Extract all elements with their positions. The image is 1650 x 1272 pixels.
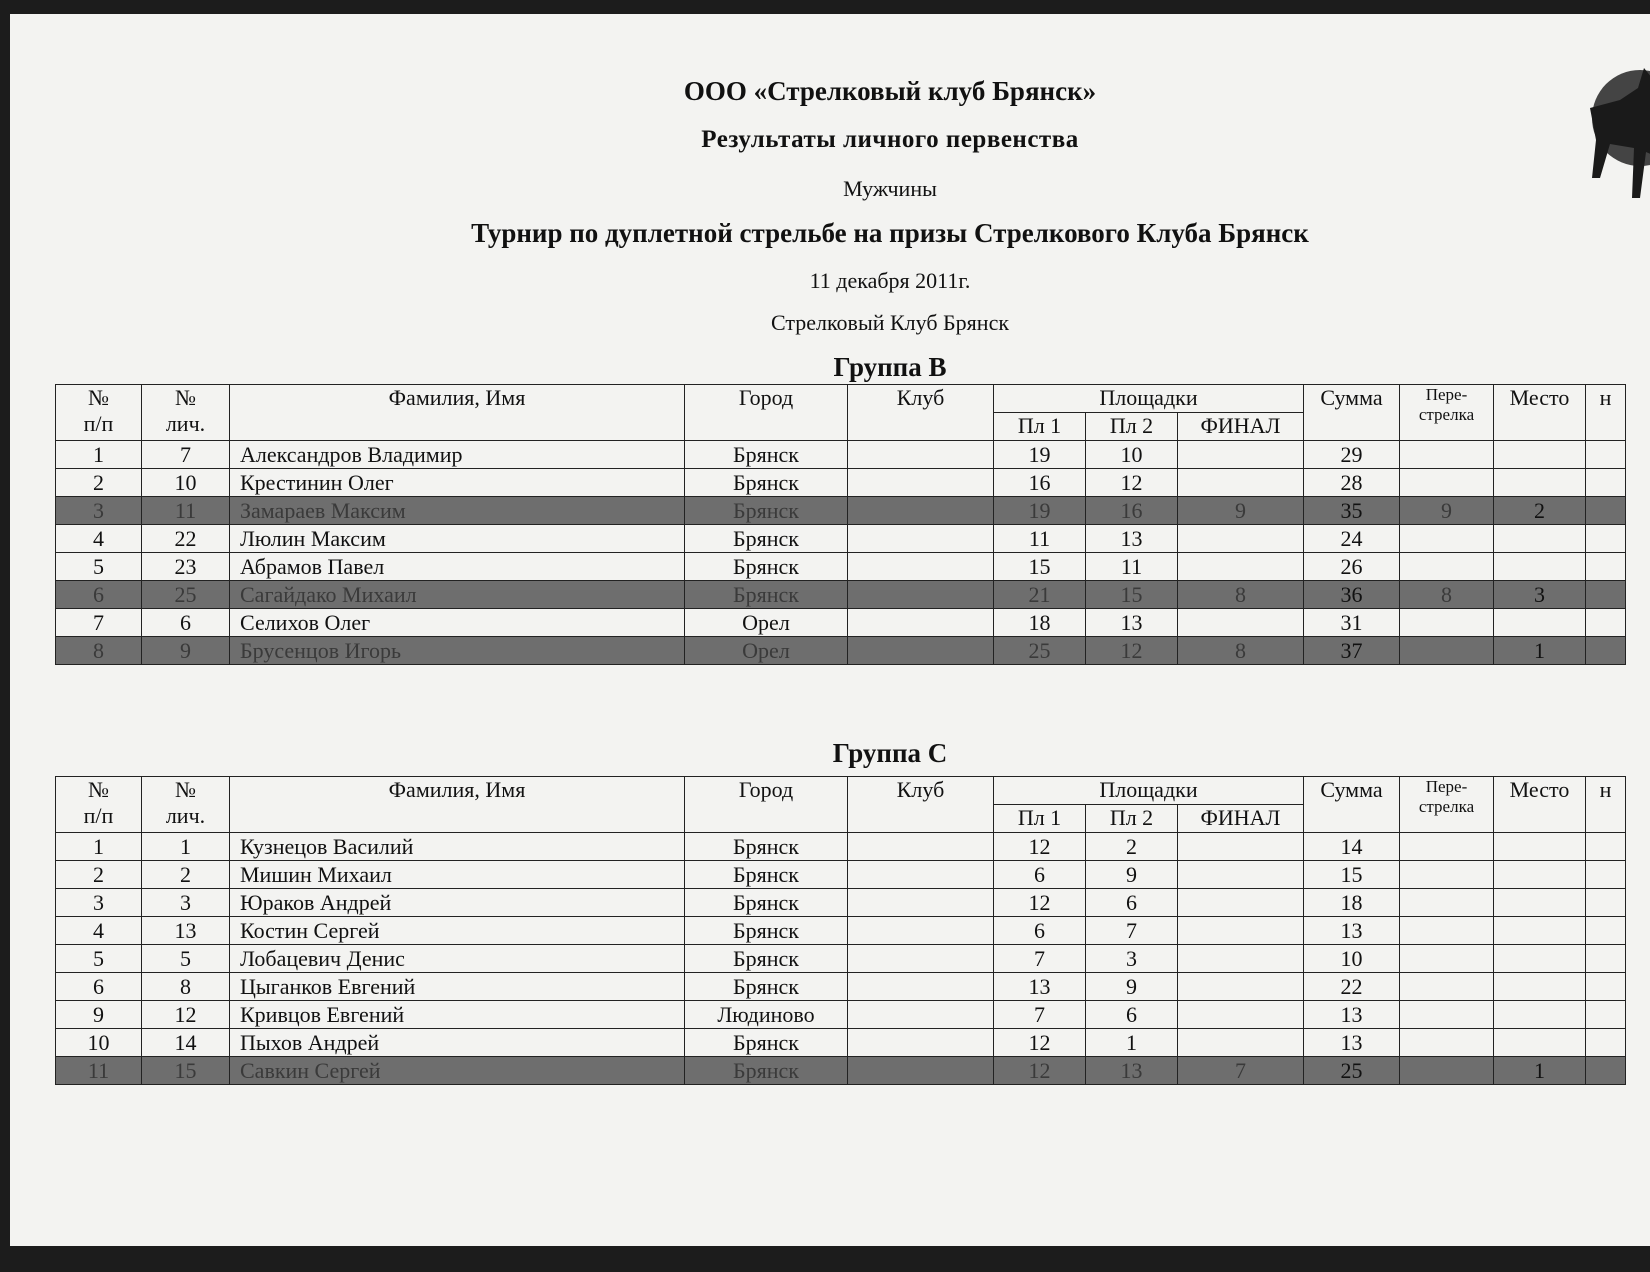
col-header-sum: Сумма xyxy=(1304,777,1400,833)
table-row xyxy=(56,497,1626,525)
cell-number: 9 xyxy=(56,1001,142,1029)
header-line: Пере- xyxy=(1425,777,1468,796)
cell-name: Пыхов Андрей xyxy=(230,1029,685,1057)
header-line: № xyxy=(88,385,109,410)
cell-club xyxy=(848,889,994,917)
cell-shootoff: 9 xyxy=(1400,497,1494,525)
cell-name: Александров Владимир xyxy=(230,441,685,469)
col-header-club: Клуб xyxy=(848,777,994,833)
header-line: № xyxy=(175,385,196,410)
cell-club xyxy=(848,469,994,497)
gender-label: Мужчины xyxy=(843,176,937,201)
col-header-final: ФИНАЛ xyxy=(1178,805,1304,833)
table-row xyxy=(56,945,1626,973)
cell-name: Юраков Андрей xyxy=(230,889,685,917)
cell-name: Сагайдако Михаил xyxy=(230,581,685,609)
header-line: п/п xyxy=(83,411,114,436)
group-c-title: Группа С xyxy=(832,738,948,768)
cell-city: Брянск xyxy=(685,581,848,609)
cell-pl2: 15 xyxy=(1086,581,1178,609)
cell-city: Брянск xyxy=(685,441,848,469)
cell-city: Орел xyxy=(685,609,848,637)
cell-extra xyxy=(1586,945,1626,973)
cell-number: 2 xyxy=(56,469,142,497)
cell-shootoff xyxy=(1400,861,1494,889)
cell-license: 11 xyxy=(142,497,230,525)
cell-pl1: 16 xyxy=(994,469,1086,497)
cell-pl2: 13 xyxy=(1086,1057,1178,1085)
cell-shootoff xyxy=(1400,441,1494,469)
cell-rank: 1 xyxy=(1494,637,1586,665)
cell-rank xyxy=(1494,889,1586,917)
cell-rank xyxy=(1494,609,1586,637)
cell-license: 23 xyxy=(142,553,230,581)
cell-club xyxy=(848,637,994,665)
col-header-pl1: Пл 1 xyxy=(994,413,1086,441)
cell-pl1: 12 xyxy=(994,833,1086,861)
cell-license: 12 xyxy=(142,1001,230,1029)
col-header-name: Фамилия, Имя xyxy=(230,385,685,441)
col-header-pl2: Пл 2 xyxy=(1086,805,1178,833)
col-header-sum: Сумма xyxy=(1304,385,1400,441)
cell-club xyxy=(848,497,994,525)
cell-name: Селихов Олег xyxy=(230,609,685,637)
cell-club xyxy=(848,917,994,945)
cell-final xyxy=(1178,917,1304,945)
cell-license: 5 xyxy=(142,945,230,973)
table-row xyxy=(56,973,1626,1001)
cell-name: Мишин Михаил xyxy=(230,861,685,889)
cell-final xyxy=(1178,973,1304,1001)
event-place: Стрелковый Клуб Брянск xyxy=(770,310,1010,335)
col-header-final: ФИНАЛ xyxy=(1178,413,1304,441)
table-row xyxy=(56,609,1626,637)
cell-club xyxy=(848,1057,994,1085)
results-title: Результаты личного первенства xyxy=(701,126,1079,153)
cell-club xyxy=(848,1001,994,1029)
table-header-row xyxy=(56,777,1626,805)
table-row xyxy=(56,581,1626,609)
cell-license: 9 xyxy=(142,637,230,665)
cell-name: Кривцов Евгений xyxy=(230,1001,685,1029)
cell-rank: 3 xyxy=(1494,581,1586,609)
cell-pl2: 13 xyxy=(1086,525,1178,553)
table-row xyxy=(56,833,1626,861)
cell-pl2: 1 xyxy=(1086,1029,1178,1057)
cell-extra xyxy=(1586,637,1626,665)
cell-extra xyxy=(1586,609,1626,637)
cell-pl1: 11 xyxy=(994,525,1086,553)
col-header-rank: Место xyxy=(1494,777,1586,833)
col-header-extra xyxy=(1586,777,1626,833)
cell-city: Брянск xyxy=(685,469,848,497)
cell-license: 15 xyxy=(142,1057,230,1085)
cell-name: Костин Сергей xyxy=(230,917,685,945)
cell-extra xyxy=(1586,861,1626,889)
cell-club xyxy=(848,1029,994,1057)
cell-extra xyxy=(1586,525,1626,553)
cell-extra xyxy=(1586,889,1626,917)
cell-sum: 35 xyxy=(1304,497,1400,525)
col-header-club: Клуб xyxy=(848,385,994,441)
cell-license: 7 xyxy=(142,441,230,469)
header-line: н xyxy=(1599,777,1612,802)
cell-club xyxy=(848,581,994,609)
cell-pl2: 13 xyxy=(1086,609,1178,637)
document-page xyxy=(10,14,1650,1246)
cell-extra xyxy=(1586,1057,1626,1085)
cell-final: 9 xyxy=(1178,497,1304,525)
cell-extra xyxy=(1586,469,1626,497)
cell-rank xyxy=(1494,973,1586,1001)
cell-name: Крестинин Олег xyxy=(230,469,685,497)
header-line: н xyxy=(1599,385,1612,410)
cell-city: Брянск xyxy=(685,525,848,553)
table-row xyxy=(56,861,1626,889)
group-b-title: Группа В xyxy=(833,352,947,382)
cell-shootoff xyxy=(1400,833,1494,861)
cell-license: 25 xyxy=(142,581,230,609)
cell-pl2: 11 xyxy=(1086,553,1178,581)
cell-number: 5 xyxy=(56,553,142,581)
table-row xyxy=(56,469,1626,497)
cell-extra xyxy=(1586,1029,1626,1057)
cell-name: Абрамов Павел xyxy=(230,553,685,581)
cell-final: 7 xyxy=(1178,1057,1304,1085)
cell-sum: 36 xyxy=(1304,581,1400,609)
cell-pl1: 21 xyxy=(994,581,1086,609)
cell-club xyxy=(848,945,994,973)
cell-license: 6 xyxy=(142,609,230,637)
cell-final xyxy=(1178,889,1304,917)
header-line: № xyxy=(88,777,109,802)
cell-license: 1 xyxy=(142,833,230,861)
cell-final xyxy=(1178,469,1304,497)
cell-final: 8 xyxy=(1178,637,1304,665)
cell-club xyxy=(848,553,994,581)
cell-sum: 13 xyxy=(1304,1001,1400,1029)
cell-sum: 25 xyxy=(1304,1057,1400,1085)
cell-license: 8 xyxy=(142,973,230,1001)
cell-rank xyxy=(1494,525,1586,553)
header-line: лич. xyxy=(165,803,206,828)
cell-name: Савкин Сергей xyxy=(230,1057,685,1085)
cell-pl1: 12 xyxy=(994,889,1086,917)
cell-extra xyxy=(1586,833,1626,861)
col-header-license xyxy=(142,385,230,441)
cell-pl2: 12 xyxy=(1086,469,1178,497)
cell-shootoff xyxy=(1400,973,1494,1001)
cell-city: Брянск xyxy=(685,497,848,525)
cell-pl2: 6 xyxy=(1086,889,1178,917)
cell-pl2: 16 xyxy=(1086,497,1178,525)
col-header-pl2: Пл 2 xyxy=(1086,413,1178,441)
cell-pl1: 15 xyxy=(994,553,1086,581)
cell-city: Брянск xyxy=(685,945,848,973)
group-c-results-table xyxy=(55,776,1626,1085)
cell-number: 1 xyxy=(56,441,142,469)
col-header-rank: Место xyxy=(1494,385,1586,441)
cell-pl1: 19 xyxy=(994,497,1086,525)
header-line: стрелка xyxy=(1418,797,1475,816)
col-header-sites: Площадки xyxy=(994,385,1304,413)
table-row xyxy=(56,553,1626,581)
table-row xyxy=(56,1001,1626,1029)
cell-sum: 26 xyxy=(1304,553,1400,581)
cell-city: Брянск xyxy=(685,553,848,581)
cell-final xyxy=(1178,861,1304,889)
cell-rank xyxy=(1494,1029,1586,1057)
table-row xyxy=(56,441,1626,469)
cell-city: Брянск xyxy=(685,833,848,861)
cell-club xyxy=(848,833,994,861)
table-row xyxy=(56,917,1626,945)
cell-pl1: 25 xyxy=(994,637,1086,665)
tournament-title: Турнир по дуплетной стрельбе на призы Стрелкового Клуба Брянск xyxy=(471,218,1309,248)
cell-sum: 18 xyxy=(1304,889,1400,917)
cell-pl2: 10 xyxy=(1086,441,1178,469)
col-header-extra xyxy=(1586,385,1626,441)
cell-city: Брянск xyxy=(685,1029,848,1057)
cell-final xyxy=(1178,1001,1304,1029)
col-header-shootoff xyxy=(1400,777,1494,833)
cell-final xyxy=(1178,833,1304,861)
table-header-row xyxy=(56,385,1626,413)
cell-license: 13 xyxy=(142,917,230,945)
cell-pl2: 2 xyxy=(1086,833,1178,861)
cell-final xyxy=(1178,609,1304,637)
cell-pl1: 7 xyxy=(994,945,1086,973)
cell-number: 6 xyxy=(56,973,142,1001)
cell-extra xyxy=(1586,917,1626,945)
cell-extra xyxy=(1586,441,1626,469)
cell-sum: 37 xyxy=(1304,637,1400,665)
cell-pl1: 6 xyxy=(994,861,1086,889)
cell-extra xyxy=(1586,497,1626,525)
cell-final xyxy=(1178,525,1304,553)
cell-extra xyxy=(1586,581,1626,609)
cell-city: Брянск xyxy=(685,917,848,945)
cell-club xyxy=(848,861,994,889)
cell-shootoff xyxy=(1400,1001,1494,1029)
cell-rank xyxy=(1494,1001,1586,1029)
cell-license: 2 xyxy=(142,861,230,889)
cell-sum: 13 xyxy=(1304,917,1400,945)
header-line: № xyxy=(175,777,196,802)
header-line: Пере- xyxy=(1425,385,1468,404)
cell-club xyxy=(848,609,994,637)
cell-city: Брянск xyxy=(685,1057,848,1085)
cell-number: 10 xyxy=(56,1029,142,1057)
cell-club xyxy=(848,973,994,1001)
cell-number: 2 xyxy=(56,861,142,889)
cell-shootoff xyxy=(1400,917,1494,945)
cell-pl1: 12 xyxy=(994,1029,1086,1057)
cell-name: Люлин Максим xyxy=(230,525,685,553)
col-header-number xyxy=(56,777,142,833)
cell-city: Брянск xyxy=(685,889,848,917)
cell-rank xyxy=(1494,833,1586,861)
cell-shootoff xyxy=(1400,469,1494,497)
cell-final xyxy=(1178,553,1304,581)
cell-number: 4 xyxy=(56,525,142,553)
col-header-city: Город xyxy=(685,385,848,441)
cell-rank xyxy=(1494,945,1586,973)
cell-shootoff: 8 xyxy=(1400,581,1494,609)
cell-sum: 15 xyxy=(1304,861,1400,889)
cell-number: 1 xyxy=(56,833,142,861)
cell-sum: 10 xyxy=(1304,945,1400,973)
cell-rank xyxy=(1494,553,1586,581)
cell-name: Замараев Максим xyxy=(230,497,685,525)
cell-sum: 31 xyxy=(1304,609,1400,637)
cell-city: Брянск xyxy=(685,973,848,1001)
header-line: п/п xyxy=(83,803,114,828)
cell-extra xyxy=(1586,973,1626,1001)
organization-title: ООО «Стрелковый клуб Брянск» xyxy=(683,76,1097,106)
cell-number: 8 xyxy=(56,637,142,665)
cell-pl2: 9 xyxy=(1086,973,1178,1001)
cell-name: Кузнецов Василий xyxy=(230,833,685,861)
cell-final xyxy=(1178,945,1304,973)
cell-final: 8 xyxy=(1178,581,1304,609)
table-row xyxy=(56,1029,1626,1057)
cell-shootoff xyxy=(1400,1029,1494,1057)
cell-license: 14 xyxy=(142,1029,230,1057)
cell-number: 7 xyxy=(56,609,142,637)
cell-shootoff xyxy=(1400,637,1494,665)
cell-pl1: 7 xyxy=(994,1001,1086,1029)
cell-shootoff xyxy=(1400,553,1494,581)
cell-sum: 14 xyxy=(1304,833,1400,861)
cell-pl2: 7 xyxy=(1086,917,1178,945)
cell-license: 10 xyxy=(142,469,230,497)
cell-shootoff xyxy=(1400,525,1494,553)
cell-license: 3 xyxy=(142,889,230,917)
group-b-results-table xyxy=(55,384,1626,665)
cell-pl2: 3 xyxy=(1086,945,1178,973)
table-row xyxy=(56,1057,1626,1085)
cell-name: Брусенцов Игорь xyxy=(230,637,685,665)
cell-sum: 22 xyxy=(1304,973,1400,1001)
cell-pl1: 18 xyxy=(994,609,1086,637)
cell-sum: 13 xyxy=(1304,1029,1400,1057)
cell-shootoff xyxy=(1400,945,1494,973)
cell-name: Цыганков Евгений xyxy=(230,973,685,1001)
cell-number: 3 xyxy=(56,889,142,917)
col-header-sites: Площадки xyxy=(994,777,1304,805)
cell-number: 11 xyxy=(56,1057,142,1085)
cell-extra xyxy=(1586,1001,1626,1029)
cell-pl1: 12 xyxy=(994,1057,1086,1085)
cell-number: 5 xyxy=(56,945,142,973)
cell-rank: 1 xyxy=(1494,1057,1586,1085)
cell-rank xyxy=(1494,469,1586,497)
cell-rank xyxy=(1494,441,1586,469)
col-header-name: Фамилия, Имя xyxy=(230,777,685,833)
cell-number: 6 xyxy=(56,581,142,609)
cell-club xyxy=(848,441,994,469)
col-header-city: Город xyxy=(685,777,848,833)
cell-rank: 2 xyxy=(1494,497,1586,525)
cell-sum: 28 xyxy=(1304,469,1400,497)
cell-extra xyxy=(1586,553,1626,581)
col-header-license xyxy=(142,777,230,833)
cell-sum: 29 xyxy=(1304,441,1400,469)
cell-sum: 24 xyxy=(1304,525,1400,553)
cell-pl2: 9 xyxy=(1086,861,1178,889)
cell-pl1: 19 xyxy=(994,441,1086,469)
cell-shootoff xyxy=(1400,609,1494,637)
cell-shootoff xyxy=(1400,889,1494,917)
header-line: стрелка xyxy=(1418,405,1475,424)
header-line: лич. xyxy=(165,411,206,436)
cell-pl2: 12 xyxy=(1086,637,1178,665)
cell-pl1: 13 xyxy=(994,973,1086,1001)
event-date: 11 декабря 2011г. xyxy=(809,268,971,293)
cell-license: 22 xyxy=(142,525,230,553)
table-row xyxy=(56,889,1626,917)
cell-city: Людиново xyxy=(685,1001,848,1029)
col-header-number xyxy=(56,385,142,441)
cell-final xyxy=(1178,441,1304,469)
table-row xyxy=(56,637,1626,665)
cell-shootoff xyxy=(1400,1057,1494,1085)
col-header-pl1: Пл 1 xyxy=(994,805,1086,833)
cell-number: 4 xyxy=(56,917,142,945)
cell-rank xyxy=(1494,917,1586,945)
cell-club xyxy=(848,525,994,553)
cell-final xyxy=(1178,1029,1304,1057)
cell-rank xyxy=(1494,861,1586,889)
cell-name: Лобацевич Денис xyxy=(230,945,685,973)
cell-pl1: 6 xyxy=(994,917,1086,945)
cell-pl2: 6 xyxy=(1086,1001,1178,1029)
cell-number: 3 xyxy=(56,497,142,525)
cell-city: Брянск xyxy=(685,861,848,889)
table-row xyxy=(56,525,1626,553)
cell-city: Орел xyxy=(685,637,848,665)
col-header-shootoff xyxy=(1400,385,1494,441)
